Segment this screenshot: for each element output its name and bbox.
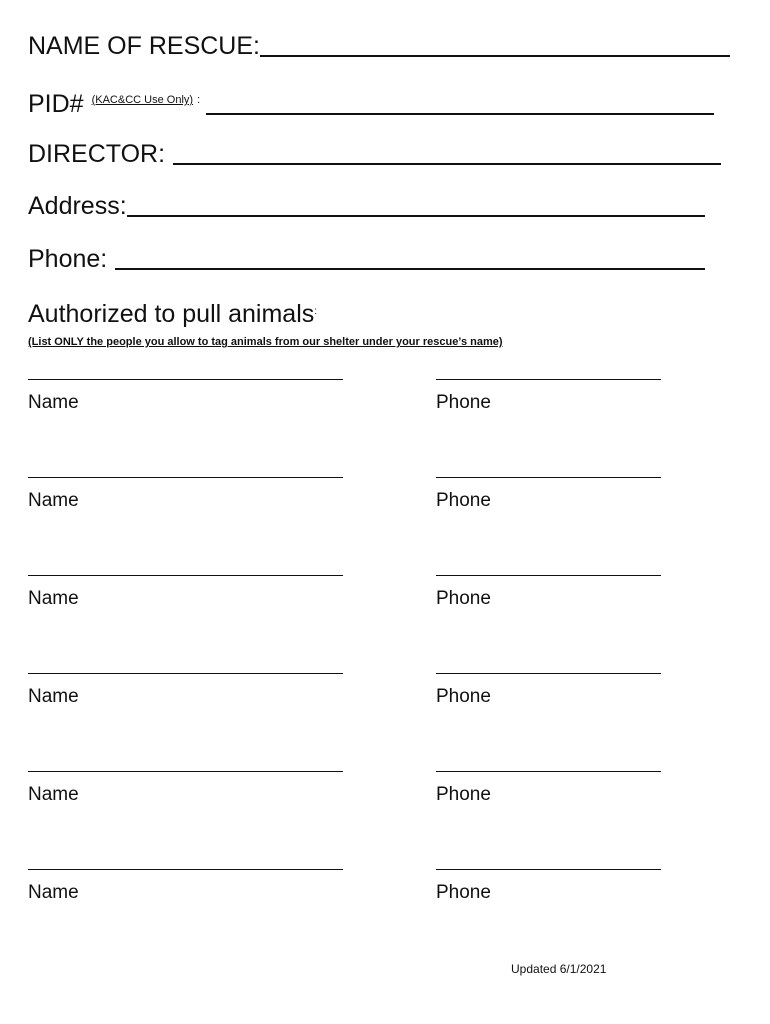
person-phone-field[interactable] bbox=[436, 477, 661, 478]
pid-colon: : bbox=[197, 94, 201, 106]
person-phone-label: Phone bbox=[436, 588, 491, 609]
updated-date: Updated 6/1/2021 bbox=[511, 962, 607, 976]
rescue-name-row bbox=[28, 32, 730, 60]
person-name-field[interactable] bbox=[28, 477, 343, 478]
authorized-instruction: (List ONLY the people you allow to tag animals from our shelter under your rescue’s name) bbox=[28, 336, 503, 348]
person-name-field[interactable] bbox=[28, 673, 343, 674]
director-row bbox=[28, 140, 721, 168]
pid-row bbox=[28, 86, 714, 118]
person-phone-label: Phone bbox=[436, 490, 491, 511]
person-name-label: Name bbox=[28, 490, 79, 511]
person-phone-field[interactable] bbox=[436, 575, 661, 576]
address-row bbox=[28, 192, 705, 220]
person-phone-field[interactable] bbox=[436, 673, 661, 674]
person-name-field[interactable] bbox=[28, 379, 343, 380]
person-phone-label: Phone bbox=[436, 686, 491, 707]
person-name-label: Name bbox=[28, 392, 79, 413]
address-label: Address: bbox=[28, 192, 127, 220]
person-phone-field[interactable] bbox=[436, 771, 661, 772]
person-phone-field[interactable] bbox=[436, 379, 661, 380]
authorized-colon: : bbox=[314, 306, 318, 317]
person-name-label: Name bbox=[28, 588, 79, 609]
pid-label: PID# bbox=[28, 90, 84, 118]
authorized-label: Authorized to pull animals bbox=[28, 300, 315, 328]
director-label: DIRECTOR: bbox=[28, 140, 166, 168]
phone-field[interactable] bbox=[115, 246, 705, 270]
pid-field[interactable] bbox=[206, 91, 714, 115]
address-field[interactable] bbox=[127, 193, 705, 217]
rescue-name-label: NAME OF RESCUE: bbox=[28, 32, 260, 60]
phone-row bbox=[28, 245, 705, 273]
authorized-heading bbox=[28, 298, 317, 328]
person-name-label: Name bbox=[28, 686, 79, 707]
person-phone-field[interactable] bbox=[436, 869, 661, 870]
phone-label: Phone: bbox=[28, 245, 108, 273]
person-phone-label: Phone bbox=[436, 392, 491, 413]
rescue-name-field[interactable] bbox=[260, 33, 730, 57]
director-field[interactable] bbox=[173, 141, 721, 165]
person-phone-label: Phone bbox=[436, 882, 491, 903]
person-name-field[interactable] bbox=[28, 575, 343, 576]
person-phone-label: Phone bbox=[436, 784, 491, 805]
pid-note: (KAC&CC Use Only) bbox=[91, 94, 194, 106]
person-name-field[interactable] bbox=[28, 771, 343, 772]
person-name-field[interactable] bbox=[28, 869, 343, 870]
person-name-label: Name bbox=[28, 882, 79, 903]
person-name-label: Name bbox=[28, 784, 79, 805]
